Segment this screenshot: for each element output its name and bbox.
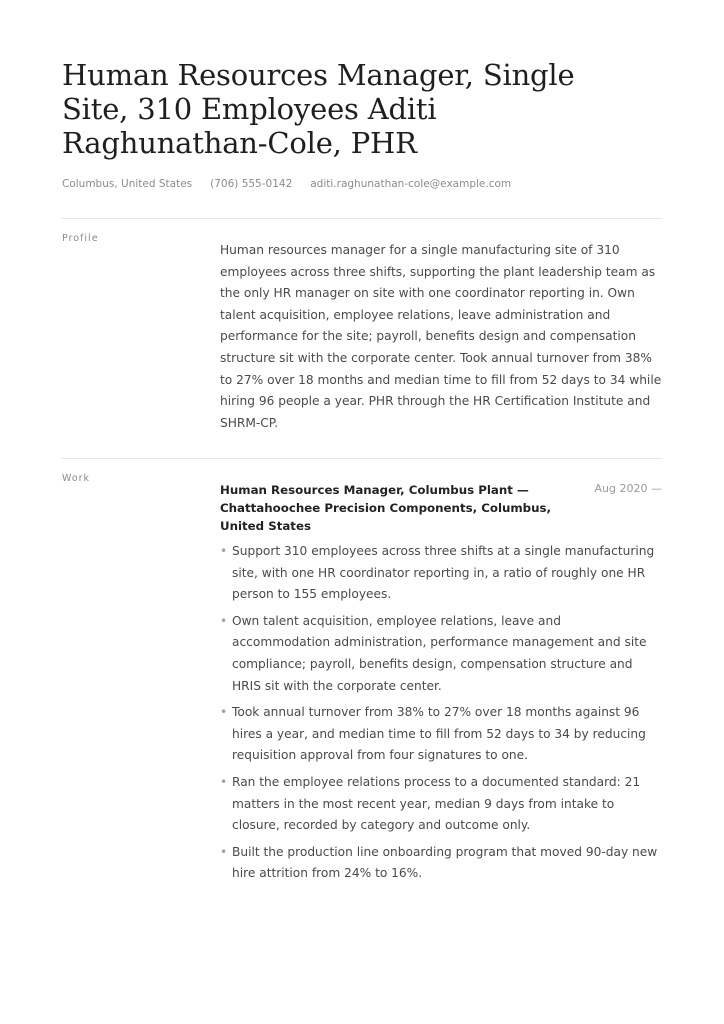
job-bullet: [220, 541, 662, 606]
job-bullet: [220, 772, 662, 837]
bullet-dot-icon: •: [220, 705, 228, 720]
contact-line: [62, 178, 511, 190]
job-bullet-text: Built the production line onboarding program that moved 90-day new hire attrition from 24% to 16%.: [232, 844, 658, 881]
divider-profile: [62, 218, 662, 219]
divider-work: [62, 458, 662, 459]
job-bullet-text: Ran the employee relations process to a documented standard: 21 matters in the most recent year, median 9 days from intake to closure, recorded by category and outcome only.: [232, 774, 641, 833]
job-bullet: [220, 611, 662, 697]
contact-phone: (706) 555-0142: [210, 178, 293, 190]
job-bullet-list: [220, 541, 662, 890]
profile-summary: Human resources manager for a single manufacturing site of 310 employees across three shifts, supporting the plant leadership team as the only HR manager on site with one coordinator reporting in. Own talent acquisition, employee relations, leave administration and performance for the site; payroll, benefits design and compensation structure sit with the corporate center. Took annual turnover from 38% to 27% over 18 months and median time to fill from 52 days to 34 while hiring 96 people a year. PHR through the HR Certification Institute and SHRM-CP.: [220, 243, 662, 430]
bullet-dot-icon: •: [220, 613, 228, 628]
job-bullet-text: Own talent acquisition, employee relations, leave and accommodation administration, performance management and site compliance; payroll, benefits design, compensation structure and HRIS sit with the corporate center.: [232, 613, 647, 693]
job-bullet: [220, 702, 662, 767]
contact-location: Columbus, United States: [62, 178, 193, 190]
bullet-dot-icon: •: [220, 774, 228, 789]
bullet-dot-icon: •: [220, 844, 228, 859]
job-bullet: [220, 842, 662, 885]
job-bullet-text: Support 310 employees across three shifts at a single manufacturing site, with one HR coordinator reporting in, a ratio of roughly one HR person to 155 employees.: [232, 544, 655, 602]
resume-title: Human Resources Manager, Single Site, 310 Employees Aditi Raghunathan-Cole, PHR: [62, 58, 575, 160]
bullet-dot-icon: •: [220, 544, 228, 558]
job-bullet-text: Took annual turnover from 38% to 27% over 18 months against 96 hires a year, and median time to fill from 52 days to 34 by reducing requisition approval from four signatures to one.: [232, 705, 646, 763]
job-header: [220, 481, 662, 535]
job-date: Aug 2020 —: [594, 482, 662, 495]
section-label-profile: Profile: [62, 233, 99, 244]
job-title: Human Resources Manager, Columbus Plant — Chattahoochee Precision Components, Columbus, United States: [220, 483, 552, 533]
contact-email: aditi.raghunathan-cole@example.com: [310, 178, 512, 190]
section-label-work: Work: [62, 473, 91, 484]
